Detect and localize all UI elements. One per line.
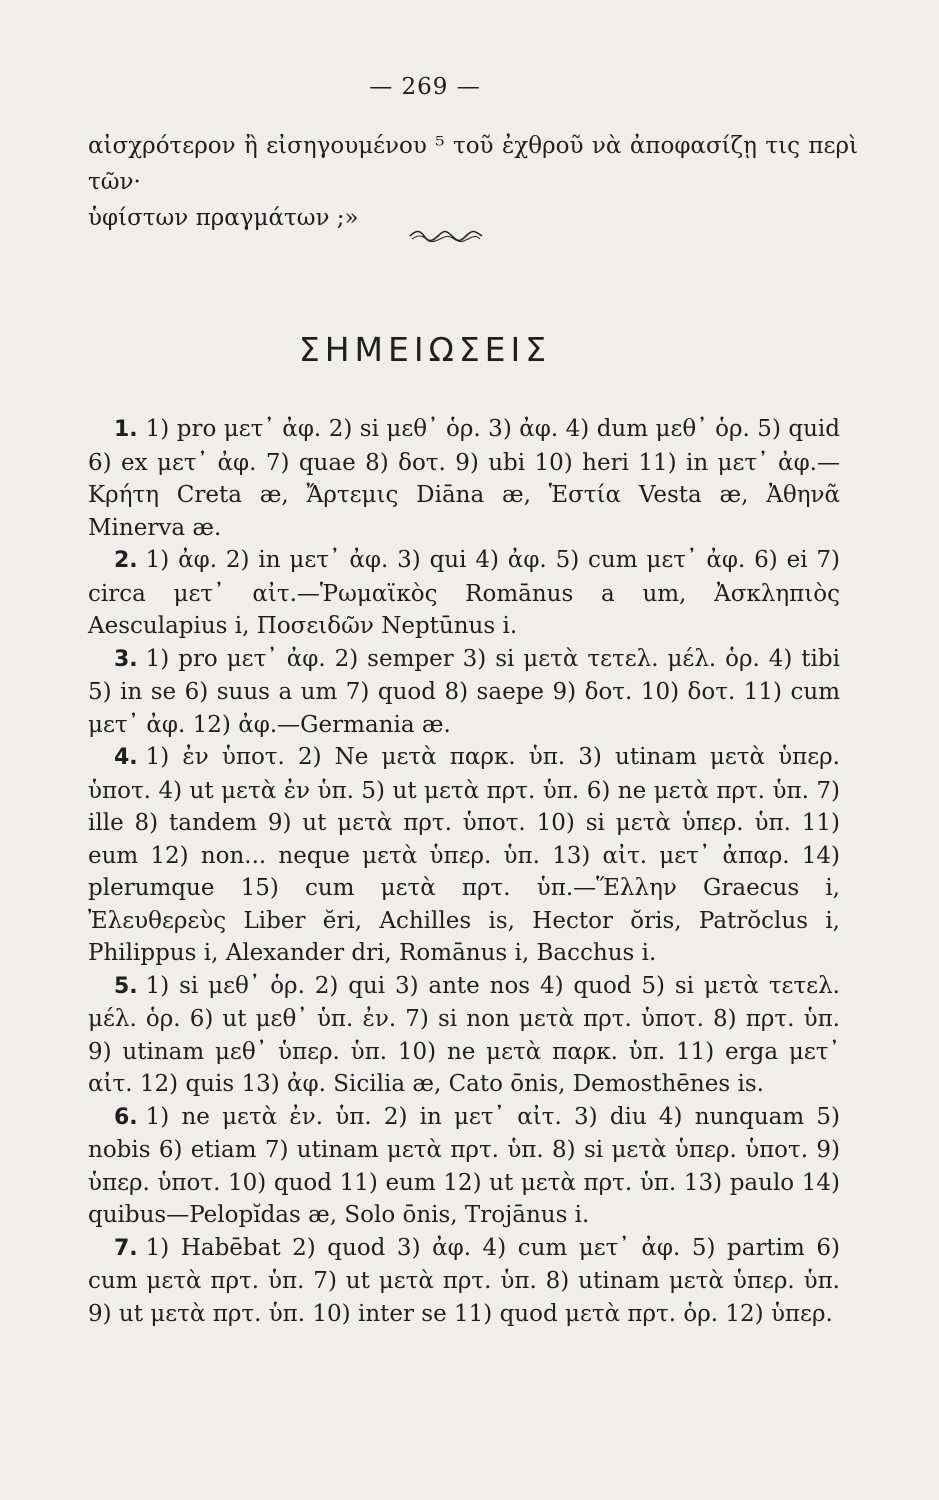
note-text: 1) si μεθ᾽ ὁρ. 2) qui 3) ante nos 4) quod 5) si μετὰ τετελ. μέλ. ὁρ. 6) ut μεθ᾽ ὑπ. ἐν. 7) si non μετὰ πρτ. ὑποτ. 8) πρτ. ὑπ. 9) utinam μεθ᾽ ὑπερ. ὑπ. 10) ne μετὰ παρκ. ὑπ. 11) erga μετ᾽ αἰτ. 12) quis 13) ἀφ. Sicilia æ, Cato ōnis, Demosthēnes is. xyxy=(88,972,840,1097)
note-item xyxy=(88,1232,840,1331)
note-text: 1) pro μετ᾽ ἀφ. 2) semper 3) si μετὰ τετελ. μέλ. ὁρ. 4) tibi 5) in se 6) suus a um 7) quod 8) saepe 9) δοτ. 10) δοτ. 11) cum μετ᾽ ἀφ. 12) ἀφ.—Germania æ. xyxy=(88,645,840,738)
note-number: 7. xyxy=(114,1235,138,1261)
note-text: 1) ne μετὰ ἐν. ὑπ. 2) in μετ᾽ αἰτ. 3) diu 4) nunquam 5) nobis 6) etiam 7) utinam μετὰ πρτ. ὑπ. 8) si μετὰ ὑπερ. ὑποτ. 9) ὑπερ. ὑποτ. 10) quod 11) eum 12) ut μετὰ πρτ. ὑπ. 13) paulo 14) quibus—Pelopĭdas æ, Solo ōnis, Trojānus i. xyxy=(88,1103,840,1228)
note-item xyxy=(88,970,840,1101)
intro-line-2: ὑφίστων πραγμάτων ;» xyxy=(88,205,359,231)
note-text: 1) ἐν ὑποτ. 2) Ne μετὰ παρκ. ὑπ. 3) utinam μετὰ ὑπερ. ὑποτ. 4) ut μετὰ ἐν ὑπ. 5) ut μετὰ πρτ. ὑπ. 6) ne μετὰ πρτ. ὑπ. 7) ille 8) tandem 9) ut μετὰ πρτ. ὑποτ. 10) si μετὰ ὑπερ. ὑπ. 11) eum 12) non... neque μετὰ ὑπερ. ὑπ. 13) αἰτ. μετ᾽ ἀπαρ. 14) plerumque 15) cum μετὰ πρτ. ὑπ.—Ἕλλην Graecus i, Ἐλευθερεὺς Liber ĕri, Achilles is, Hector ŏris, Patrŏclus i, Philippus i, Alexander dri, Romānus i, Bacchus i. xyxy=(88,744,840,966)
note-item xyxy=(88,643,840,742)
intro-quote xyxy=(88,128,858,236)
page-number: — 269 — xyxy=(369,74,481,100)
note-item xyxy=(88,1101,840,1232)
note-number: 4. xyxy=(114,745,138,770)
note-item xyxy=(88,544,840,643)
note-number: 6. xyxy=(114,1104,138,1130)
note-text: 1) ἀφ. 2) in μετ᾽ ἀφ. 3) qui 4) ἀφ. 5) cum μετ᾽ ἀφ. 6) ei 7) circa μετ᾽ αἰτ.—Ῥωμαϊκὸς Romānus a um, Ἀσκληπιὸς Aesculapius i, Ποσειδῶν Neptūnus i. xyxy=(88,547,840,639)
section-heading: ΣΗΜΕΙΩΣΕΙΣ xyxy=(298,330,552,369)
note-number: 3. xyxy=(114,646,138,672)
note-number: 5. xyxy=(114,973,138,999)
intro-line-1: αἰσχρότερον ἢ εἰσηγουμένου ⁵ τοῦ ἐχθροῦ νὰ ἀποφασίζῃ τις περὶ τῶν· xyxy=(88,133,858,195)
note-number: 1. xyxy=(114,417,138,442)
notes-list xyxy=(88,413,840,1330)
note-text: 1) Habēbat 2) quod 3) ἀφ. 4) cum μετ᾽ ἀφ. 5) partim 6) cum μετὰ πρτ. ὑπ. 7) ut μετὰ πρτ. ὑπ. 8) utinam μετὰ ὑπερ. ὑπ. 9) ut μετὰ πρτ. ὑπ. 10) inter se 11) quod μετὰ πρτ. ὁρ. 12) ὑπερ. xyxy=(88,1234,840,1327)
note-item xyxy=(88,413,840,544)
note-item xyxy=(88,741,840,970)
note-text: 1) pro μετ᾽ ἀφ. 2) si μεθ᾽ ὁρ. 3) ἀφ. 4) dum μεθ᾽ ὁρ. 5) quid 6) ex μετ᾽ ἀφ. 7) quae 8) δοτ. 9) ubi 10) heri 11) in μετ᾽ ἀφ.—Κρήτη Creta æ, Ἄρτεμις Diāna æ, Ἑστία Vesta æ, Ἀθηνᾶ Minerva æ. xyxy=(88,416,840,541)
ornamental-divider xyxy=(408,229,484,243)
note-number: 2. xyxy=(114,548,138,573)
